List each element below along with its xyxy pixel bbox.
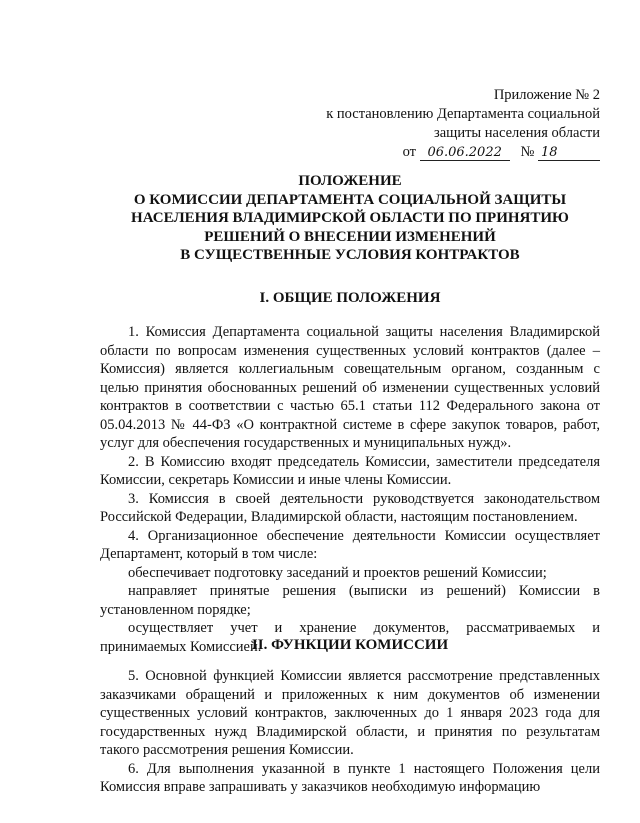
paragraph-6: 6. Для выполнения указанной в пункте 1 настоящего Положения цели Комиссия вправе запрашивать у заказчиков необходимую информацию [100, 760, 600, 795]
section-1-heading: I. ОБЩИЕ ПОЛОЖЕНИЯ [259, 290, 441, 306]
annex-header [300, 86, 600, 162]
paragraph-4-item-3: осуществляет учет и хранение документов, рассматриваемых и принимаемых Комиссией. [100, 620, 600, 655]
title-line-1: ПОЛОЖЕНИЕ [298, 173, 402, 189]
annex-line-2: к постановлению Департамента социальной [326, 106, 600, 122]
handwritten-number: 18 [538, 145, 600, 161]
document-title [100, 172, 600, 265]
paragraph-4-item-2: направляет принятые решения (выписки из решений) Комиссии в установленном порядке; [100, 583, 600, 618]
paragraph-4: 4. Организационное обеспечение деятельности Комиссии осуществляет Департамент, который в том числе: [100, 527, 600, 562]
section-2-body [100, 667, 600, 797]
section-2-heading: II. ФУНКЦИИ КОМИССИИ [251, 637, 449, 653]
annex-date-row [300, 143, 600, 162]
title-line-4: РЕШЕНИЙ О ВНЕСЕНИИ ИЗМЕНЕНИЙ [204, 228, 496, 245]
handwritten-date: 06.06.2022 [420, 145, 510, 161]
section-1-body [100, 323, 600, 656]
paragraph-1: 1. Комиссия Департамента социальной защиты населения Владимирской области по вопросам изменения существенных условий контрактов (далее – Комиссия) является коллегиальным совещательным органом, созданным с целью принятия обоснованных решений об изменении существенных условий контрактов в соответствии с частью 65.1 статьи 112 Федерального закона от 05.04.2013 № 44-ФЗ «О контрактной системе в сфере закупок товаров, работ, услуг для обеспечения государственных и муниципальных нужд». [100, 324, 600, 451]
annex-line-1: Приложение № 2 [493, 87, 600, 103]
title-line-3: НАСЕЛЕНИЯ ВЛАДИМИРСКОЙ ОБЛАСТИ ПО ПРИНЯТИЮ [131, 210, 569, 226]
title-line-5: В СУЩЕСТВЕННЫЕ УСЛОВИЯ КОНТРАКТОВ [180, 247, 520, 263]
paragraph-3: 3. Комиссия в своей деятельности руководствуется законодательством Российской Федерации, Владимирской области, настоящим постановлением. [100, 490, 600, 525]
paragraph-4-item-1: обеспечивает подготовку заседаний и проектов решений Комиссии; [128, 564, 547, 581]
paragraph-5: 5. Основной функцией Комиссии является рассмотрение представленных заказчиками обращений и приложенных к ним документов об изменении существенных условий контрактов, заключенных до 1 января 2023 года для государственных нужд Владимирской области, и принятия по результатам такого рассмотрения решения Комиссии. [100, 668, 600, 758]
annex-line-3: защиты населения области [434, 125, 600, 141]
paragraph-2: 2. В Комиссию входят председатель Комиссии, заместители председателя Комиссии, секретарь Комиссии и иные члены Комиссии. [100, 453, 600, 488]
number-prefix: № [520, 144, 535, 160]
date-prefix: от [402, 144, 417, 160]
title-line-2: О КОМИССИИ ДЕПАРТАМЕНТА СОЦИАЛЬНОЙ ЗАЩИТЫ [133, 191, 567, 208]
